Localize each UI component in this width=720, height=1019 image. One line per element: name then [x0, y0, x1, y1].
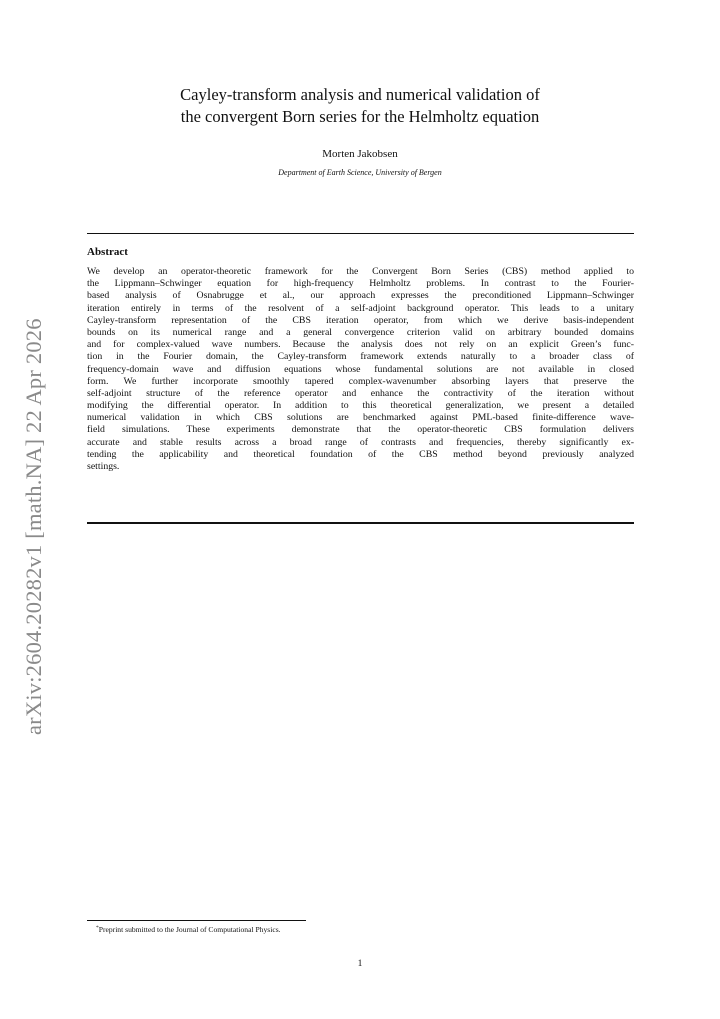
abstract-body [87, 266, 634, 473]
arxiv-identifier-stamp [14, 283, 54, 735]
abstract-line: Cayley-transform representation of the CBS iteration operator, from which we derive basis-independent [87, 314, 634, 326]
abstract-line: iteration entirely in terms of the resolvent of a self-adjoint background operator. This leads to a unitary [87, 302, 634, 314]
abstract-line: We develop an operator-theoretic framework for the Convergent Born Series (CBS) method applied to [87, 266, 634, 277]
abstract-top-rule [87, 233, 634, 234]
abstract-line: field simulations. These experiments demonstrate that the operator-theoretic CBS formulation delivers [87, 424, 634, 436]
abstract-line: the Lippmann–Schwinger equation for high-frequency Helmholtz problems. In contrast to the Fourier- [87, 278, 634, 290]
footnote [96, 923, 596, 935]
author-affiliation: Department of Earth Science, University of Bergen [278, 168, 442, 177]
abstract-line: based analysis of Osnabrugge et al., our approach expresses the preconditioned Lippmann–Schwinger [87, 290, 634, 302]
abstract-line: modifying the differential operator. In addition to this theoretical generalization, we present a detailed [87, 400, 634, 412]
footnote-rule [87, 920, 306, 921]
abstract-line: tion in the Fourier domain, the Cayley-transform framework extends naturally to a broader class of [87, 351, 634, 363]
title-line: the convergent Born series for the Helmholtz equation [180, 107, 540, 126]
abstract-heading: Abstract [87, 246, 128, 258]
abstract-line: bounds on its numerical range and a general convergence criterion valid on arbitrary bounded domains [87, 326, 634, 338]
footnote-marker: * [96, 925, 99, 931]
abstract-line: numerical validation in which CBS solutions are benchmarked against PML-based finite-difference wave- [87, 412, 634, 424]
abstract-line: self-adjoint structure of the reference operator and enhance the contractivity of the iteration without [87, 387, 634, 399]
footnote-text: Preprint submitted to the Journal of Computational Physics. [98, 925, 281, 934]
abstract-bottom-rule [87, 522, 634, 524]
author-name: Morten Jakobsen [322, 148, 398, 160]
abstract-line: and for complex-valued wave numbers. Because the analysis does not rely on an explicit Green’s func- [87, 339, 634, 351]
page-number: 1 [357, 959, 363, 969]
abstract-line: settings. [87, 461, 120, 472]
abstract-line: form. We further incorporate smoothly tapered complex-wavenumber absorbing layers that preserve the [87, 375, 634, 387]
abstract-line: tending the applicability and theoretical foundation of the CBS method beyond previously analyzed [87, 448, 634, 460]
paper-title [140, 84, 580, 128]
abstract-line: accurate and stable results across a broad range of contrasts and frequencies, thereby significantly ex- [87, 436, 634, 448]
abstract-line: frequency-domain wave and diffusion equations whose fundamental solutions are not available in closed [87, 363, 634, 375]
arxiv-identifier-text: arXiv:2604.20282v1 [math.NA] 22 Apr 2026 [21, 318, 46, 735]
title-line: Cayley-transform analysis and numerical validation of [180, 85, 540, 104]
